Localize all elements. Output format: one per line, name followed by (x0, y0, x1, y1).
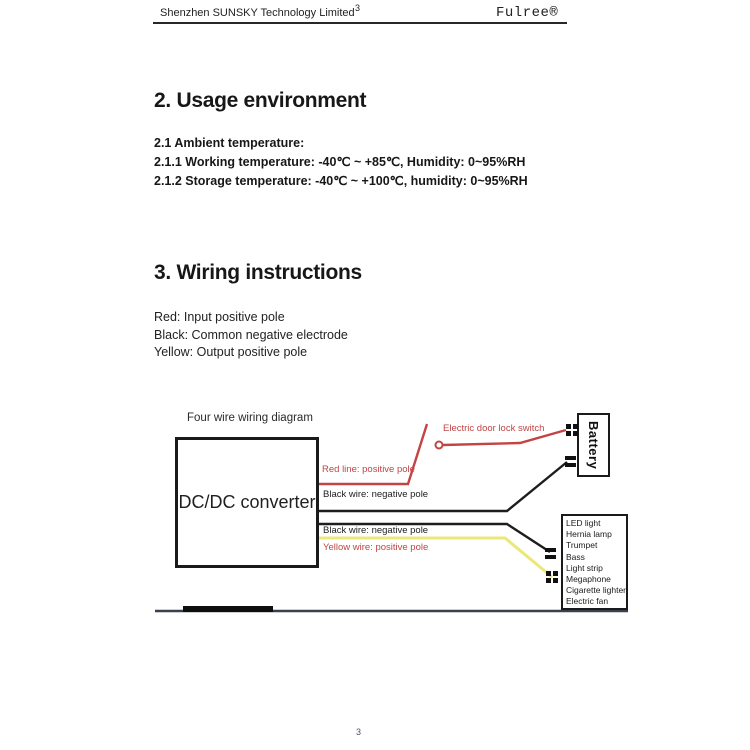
device-list-item: Trumpet (566, 540, 598, 551)
switch-pivot-circle (436, 442, 443, 449)
battery-positive-terminal-icon (566, 424, 578, 436)
device-list-item: Light strip (566, 562, 603, 573)
device-list-item: Electric fan (566, 596, 609, 607)
black-wire-top-label: Black wire: negative pole (323, 489, 429, 500)
header-brand-logo: Fulree® (496, 5, 559, 21)
yellow-wire-meaning: Yellow: Output positive pole (154, 345, 308, 359)
dc-dc-converter-label: DC/DC converter (178, 492, 316, 512)
battery-label: Battery (586, 420, 601, 470)
device-list-box (561, 514, 628, 610)
ambient-temperature-line: 2.1 Ambient temperature: (154, 136, 305, 150)
footer-page-number: 3 (356, 727, 362, 737)
header-rule (153, 22, 567, 24)
device-list-item: Hernia lamp (566, 529, 612, 540)
usage-section-body (154, 134, 528, 191)
device-list-item: Megaphone (566, 574, 611, 585)
baseline-thick-bar (183, 606, 273, 612)
wiring-section-body (154, 309, 348, 362)
device-list-item: Cigarette lighter (566, 585, 627, 596)
black-wire-meaning: Black: Common negative electrode (154, 327, 348, 342)
door-lock-switch-label: Electric door lock switch (443, 423, 545, 434)
device-negative-terminal-icon (545, 548, 556, 559)
yellow-wire-label: Yellow wire: positive pole (323, 542, 429, 553)
red-wire-label: Red line: positive pole (322, 464, 415, 475)
battery-box (577, 413, 610, 477)
working-temperature-line: 2.1.1 Working temperature: -40℃ ~ +85℃, Humidity: 0~95%RH (154, 155, 526, 169)
device-list-item: Bass (566, 551, 585, 562)
header-page-superscript: 3 (355, 3, 361, 13)
diagram-title: Four wire wiring diagram (187, 412, 313, 424)
red-wire-path (319, 424, 427, 484)
storage-temperature-line: 2.1.2 Storage temperature: -40℃ ~ +100℃, humidity: 0~95%RH (154, 174, 528, 188)
usage-section-title: 2. Usage environment (154, 89, 367, 112)
header-company-name: Shenzhen SUNSKY Technology Limited (160, 7, 355, 19)
dc-dc-converter-box (175, 437, 319, 568)
battery-negative-terminal-icon (565, 456, 576, 467)
device-positive-terminal-icon (546, 571, 558, 583)
wiring-section-title: 3. Wiring instructions (154, 261, 362, 284)
device-list-item: LED light (566, 518, 601, 528)
black-wire-bottom-label: Black wire: negative pole (323, 525, 429, 536)
red-wire-meaning: Red: Input positive pole (154, 310, 285, 324)
